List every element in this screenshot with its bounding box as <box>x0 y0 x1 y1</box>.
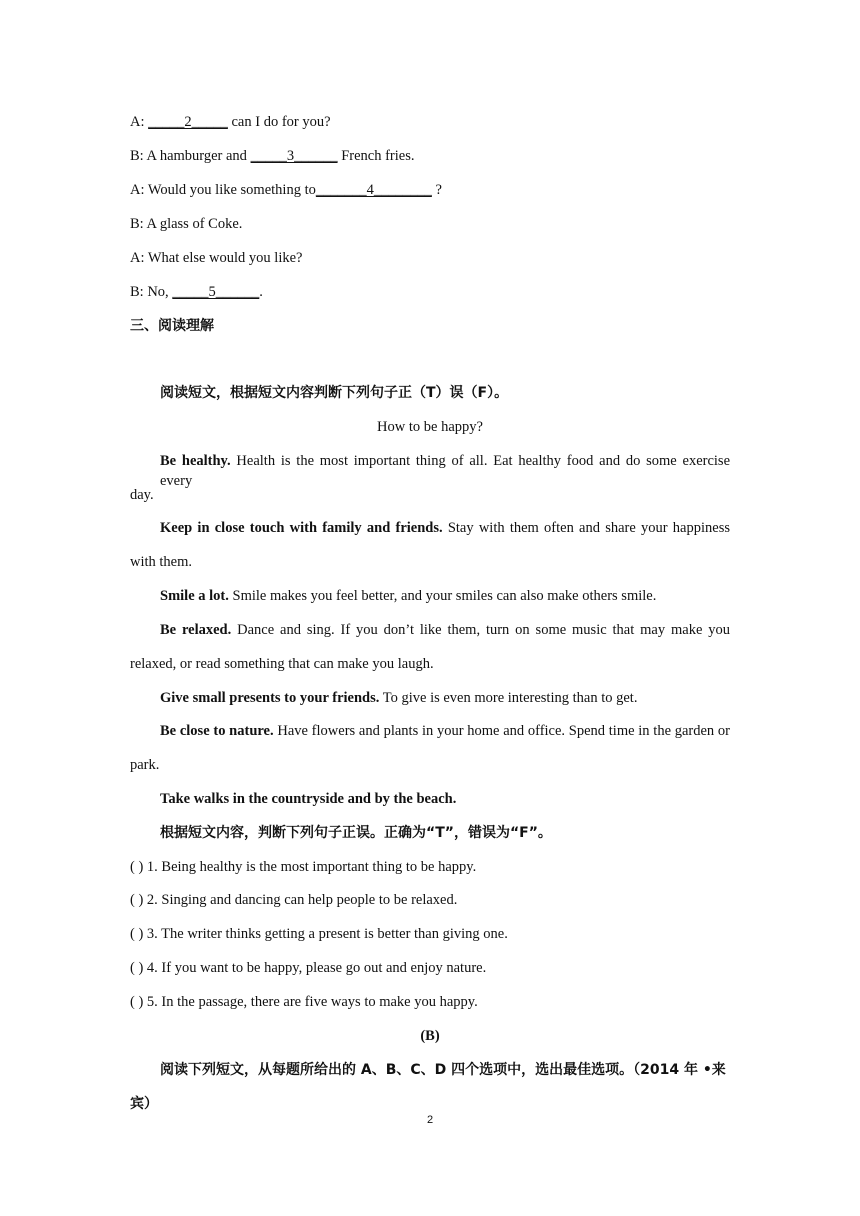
judge-instruction: 根据短文内容，判断下列句子正误。正确为“T”，错误为“F”。 <box>160 825 552 841</box>
dialogue-text: A: <box>130 114 149 130</box>
paragraph-text: Stay with them often and share your happiness <box>442 520 730 536</box>
paragraph-1-cont: day. <box>130 487 154 503</box>
paragraph-4 <box>130 620 730 640</box>
dialogue-text: French fries. <box>337 148 415 164</box>
paragraph-7 <box>130 789 730 809</box>
paragraph-text: To give is even more interesting than to get. <box>379 690 638 706</box>
answer-blank-4: _______4________ <box>315 182 432 198</box>
paragraph-text: Dance and sing. If you don’t like them, turn on some music that may make you <box>231 622 730 638</box>
paragraph-lead: Keep in close touch with family and friends. <box>160 520 443 536</box>
instruction-text: 阅读短文，根据短文内容判断下列句子正（T）误（F）。 <box>160 385 509 401</box>
paragraph-2 <box>130 518 730 538</box>
instruction-b: 阅读下列短文，从每题所给出的 A、B、C、D 四个选项中，选出最佳选项。（2014 年 •来 <box>160 1062 726 1078</box>
dialogue-line-5 <box>130 248 730 268</box>
paragraph-lead: Smile a lot. <box>160 588 229 604</box>
paragraph-5 <box>130 688 730 708</box>
dialogue-text: . <box>259 284 263 300</box>
paragraph-6-cont: park. <box>130 757 160 773</box>
section-heading: 三、阅读理解 <box>130 318 214 334</box>
paragraph-lead: Give small presents to your friends. <box>160 690 380 706</box>
question-3: ( ) 3. The writer thinks getting a present is better than giving one. <box>130 926 508 942</box>
paragraph-lead: Be healthy. <box>160 453 231 469</box>
dialogue-line-2 <box>130 146 730 166</box>
page-number: 2 <box>426 1114 434 1126</box>
passage-title: How to be happy? <box>377 419 483 435</box>
answer-blank-2: _____2_____ <box>148 114 228 130</box>
paragraph-6 <box>130 721 730 741</box>
dialogue-text: B: A glass of Coke. <box>130 216 243 232</box>
dialogue-text: A: What else would you like? <box>130 250 303 266</box>
paragraph-3 <box>130 586 730 606</box>
dialogue-line-6 <box>130 282 730 302</box>
question-2: ( ) 2. Singing and dancing can help people to be relaxed. <box>130 892 458 908</box>
section-b-label: (B) <box>420 1028 440 1044</box>
paragraph-lead: Be close to nature. <box>160 723 274 739</box>
paragraph-4-cont: relaxed, or read something that can make you laugh. <box>130 656 434 672</box>
paragraph-text: Smile makes you feel better, and your smiles can also make others smile. <box>228 588 657 604</box>
answer-blank-3: _____3______ <box>250 148 338 164</box>
dialogue-text: B: A hamburger and <box>130 148 251 164</box>
question-4: ( ) 4. If you want to be happy, please go out and enjoy nature. <box>130 960 487 976</box>
paragraph-text: Have flowers and plants in your home and office. Spend time in the garden or <box>273 723 730 739</box>
dialogue-line-1 <box>130 112 730 132</box>
paragraph-2-cont: with them. <box>130 554 193 570</box>
dialogue-text: A: Would you like something to <box>130 182 316 198</box>
instruction-b-cont: 宾） <box>130 1096 158 1112</box>
paragraph-lead: Be relaxed. <box>160 622 232 638</box>
dialogue-text: can I do for you? <box>227 114 331 130</box>
dialogue-text: ? <box>431 182 442 198</box>
dialogue-text: B: No, <box>130 284 173 300</box>
dialogue-line-4 <box>130 214 730 234</box>
question-1: ( ) 1. Being healthy is the most important thing to be happy. <box>130 859 477 875</box>
dialogue-line-3 <box>130 180 730 200</box>
question-5: ( ) 5. In the passage, there are five ways to make you happy. <box>130 994 478 1010</box>
paragraph-lead: Take walks in the countryside and by the beach. <box>160 791 457 807</box>
paragraph-text: Health is the most important thing of all. Eat healthy food and do some exercise every <box>160 453 731 489</box>
answer-blank-5: _____5______ <box>172 284 260 300</box>
